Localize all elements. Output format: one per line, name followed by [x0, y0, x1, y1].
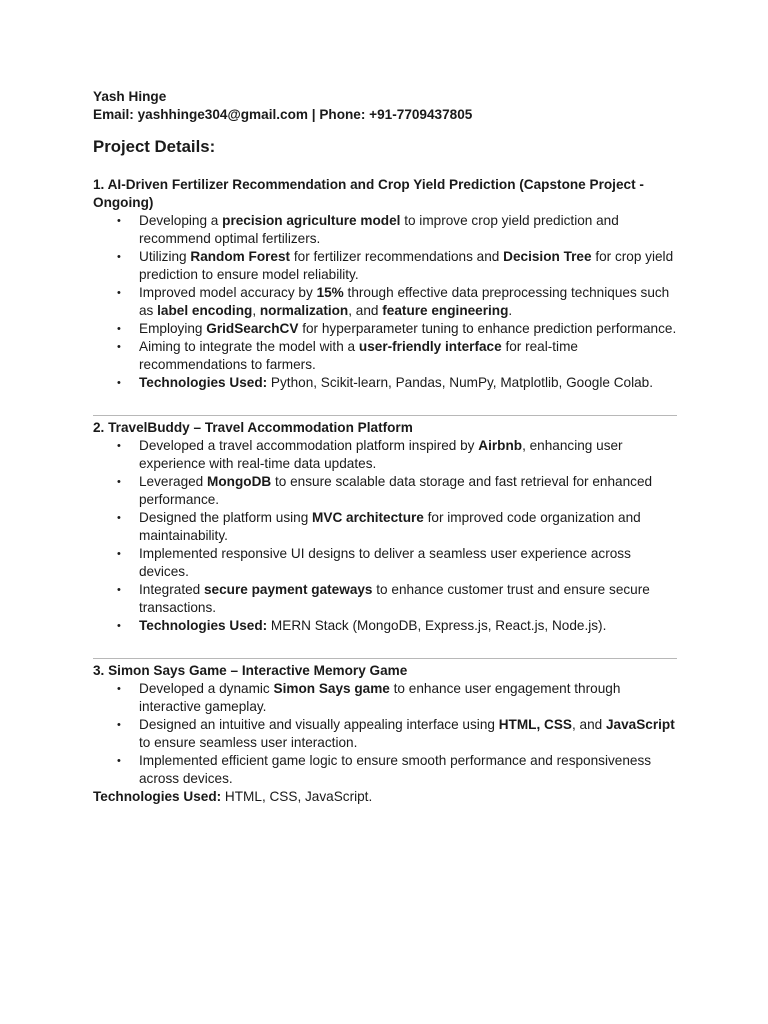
bold-text: Technologies Used:: [93, 789, 222, 804]
bullet-item: [93, 509, 677, 545]
bold-text: label encoding: [157, 303, 253, 318]
text: to enhance customer trust and ensure secure transactions.: [139, 582, 650, 615]
text: Implemented responsive UI designs to deliver a seamless user experience across devices.: [139, 546, 631, 579]
bold-text: secure payment gateways: [204, 582, 373, 597]
bullet-item: [93, 248, 677, 284]
section-divider: [93, 658, 677, 659]
text: through effective data preprocessing techniques such as: [139, 285, 670, 318]
bold-text: 15%: [316, 285, 344, 300]
bullet-icon: •: [117, 377, 121, 389]
project-2: [93, 419, 677, 635]
author-name: Yash Hinge: [93, 89, 167, 104]
text: for real-time recommendations to farmers.: [139, 339, 578, 372]
bullet-item: [93, 374, 677, 392]
bullet-item: [93, 581, 677, 617]
bullet-icon: •: [117, 719, 121, 731]
text: for hyperparameter tuning to enhance prediction performance.: [298, 321, 677, 336]
bullet-item: [93, 617, 677, 635]
bullet-item: [93, 716, 677, 752]
bold-text: Airbnb: [478, 438, 523, 453]
bullet-item: [93, 680, 677, 716]
text: Designed an intuitive and visually appealing interface using: [139, 717, 499, 732]
text: to improve crop yield prediction and recommend optimal fertilizers.: [139, 213, 619, 246]
bullet-item: [93, 545, 677, 581]
bullet-icon: •: [117, 584, 121, 596]
bullet-icon: •: [117, 287, 121, 299]
text: MERN Stack (MongoDB, Express.js, React.js, Node.js).: [267, 618, 607, 633]
bullet-icon: •: [117, 323, 121, 335]
text: Aiming to integrate the model with a: [139, 339, 359, 354]
bullet-icon: •: [117, 341, 121, 353]
bullet-item: [93, 437, 677, 473]
project-title: 2. TravelBuddy – Travel Accommodation Platform: [93, 420, 413, 435]
bold-text: Technologies Used:: [139, 618, 268, 633]
text: for crop yield prediction to ensure model reliability.: [139, 249, 674, 282]
text: to ensure scalable data storage and fast retrieval for enhanced performance.: [139, 474, 653, 507]
text: Developed a dynamic: [139, 681, 274, 696]
bullet-icon: •: [117, 620, 121, 632]
text: , and: [348, 303, 383, 318]
bullet-icon: •: [117, 755, 121, 767]
bullet-item: [93, 284, 677, 320]
bold-text: Decision Tree: [503, 249, 592, 264]
project-3: [93, 662, 677, 806]
bullet-item: [93, 752, 677, 788]
bold-text: user-friendly interface: [358, 339, 502, 354]
bold-text: JavaScript: [606, 717, 675, 732]
text: Leveraged: [139, 474, 208, 489]
bold-text: GridSearchCV: [206, 321, 299, 336]
text: for improved code organization and maintainability.: [139, 510, 641, 543]
resume-page: [93, 88, 677, 806]
section-title: Project Details:: [93, 137, 216, 156]
text: Developing a: [139, 213, 223, 228]
text: Utilizing: [139, 249, 191, 264]
text: Integrated: [139, 582, 204, 597]
text: to enhance user engagement through interactive gameplay.: [139, 681, 621, 714]
bullet-list: [93, 680, 677, 788]
bullet-item: [93, 212, 677, 248]
bullet-list: [93, 212, 677, 392]
project-title: 3. Simon Says Game – Interactive Memory Game: [93, 663, 408, 678]
text: Designed the platform using: [139, 510, 313, 525]
bullet-icon: •: [117, 440, 121, 452]
section-divider: [93, 415, 677, 416]
bullet-item: [93, 473, 677, 509]
text: .: [508, 303, 513, 318]
text: Developed a travel accommodation platform inspired by: [139, 438, 479, 453]
text: Python, Scikit-learn, Pandas, NumPy, Matplotlib, Google Colab.: [267, 375, 653, 390]
bold-text: HTML, CSS: [498, 717, 572, 732]
text: , and: [571, 717, 606, 732]
text: to ensure seamless user interaction.: [139, 735, 358, 750]
text: for fertilizer recommendations and: [290, 249, 504, 264]
bullet-icon: •: [117, 476, 121, 488]
bullet-icon: •: [117, 548, 121, 560]
bold-text: precision agriculture model: [222, 213, 401, 228]
bold-text: MVC architecture: [312, 510, 424, 525]
bold-text: Random Forest: [190, 249, 291, 264]
bold-text: Simon Says game: [273, 681, 390, 696]
text: HTML, CSS, JavaScript.: [221, 789, 373, 804]
project-1: [93, 176, 677, 392]
bullet-icon: •: [117, 215, 121, 227]
bullet-item: [93, 338, 677, 374]
text: , enhancing user experience with real-time data updates.: [139, 438, 623, 471]
text: Improved model accuracy by: [139, 285, 317, 300]
bullet-icon: •: [117, 251, 121, 263]
text: ,: [252, 303, 260, 318]
bullet-item: [93, 320, 677, 338]
bullet-icon: •: [117, 683, 121, 695]
bold-text: feature engineering: [382, 303, 509, 318]
bullet-list: [93, 437, 677, 635]
contact-line: Email: yashhinge304@gmail.com | Phone: +91-7709437805: [93, 107, 473, 122]
project-title: 1. AI-Driven Fertilizer Recommendation and Crop Yield Prediction (Capstone Project - Ongoing): [93, 177, 644, 210]
bold-text: Technologies Used:: [139, 375, 268, 390]
text: Employing: [139, 321, 207, 336]
bold-text: normalization: [259, 303, 349, 318]
bullet-icon: •: [117, 512, 121, 524]
technologies-footer: [93, 788, 677, 806]
bold-text: MongoDB: [207, 474, 272, 489]
text: Implemented efficient game logic to ensure smooth performance and responsiveness across devices.: [139, 753, 652, 786]
